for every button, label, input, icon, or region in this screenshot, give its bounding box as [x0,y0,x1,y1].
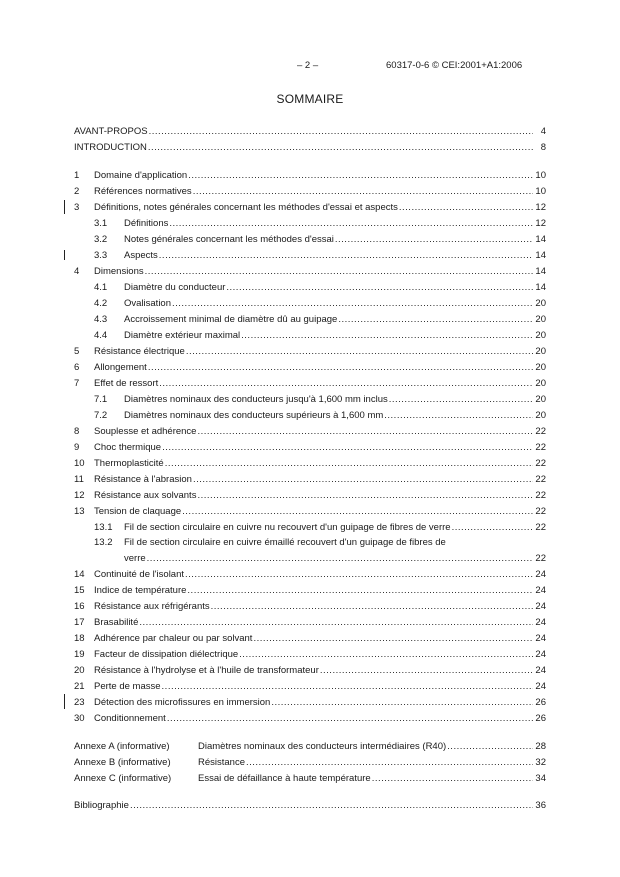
toc-entry-page: 22 [535,442,546,453]
toc-entry-page: 20 [535,314,546,325]
toc-entry-foreword[interactable] [74,122,546,138]
toc-entry-label: INTRODUCTION [74,142,147,153]
leader-dots [211,601,533,613]
leader-dots [149,126,533,138]
toc-entry-page: 36 [535,800,546,811]
toc-entry-label: Dimensions [94,266,144,277]
toc-annex-entry[interactable] [74,769,546,785]
toc-entry-label: Diamètres nominaux des conducteurs jusqu'à 1,600 mm inclus [124,394,388,405]
toc-entry-number: 2 [74,186,80,197]
toc-entry-label: Conditionnement [94,713,166,724]
toc-entry-label: Continuité de l'isolant [94,569,185,580]
toc-entry-page: 14 [535,282,546,293]
toc-entry-label-continued: verre [124,553,146,564]
toc-entry-label: Souplesse et adhérence [94,426,197,437]
toc-sections [74,166,546,725]
toc-entry-number: 3.1 [94,218,108,229]
leader-dots [172,298,533,310]
toc-entry-number: 4.4 [94,330,108,341]
toc-entry-number: 30 [74,713,85,724]
toc-entry[interactable] [74,438,546,454]
toc-entry-number: 8 [74,426,80,437]
toc-entry-label: Aspects [124,250,158,261]
change-bar [64,694,65,709]
toc-subentry[interactable] [74,390,546,406]
toc-entry-page: 14 [535,234,546,245]
leader-dots [338,314,533,326]
toc-entry-label: Indice de température [94,585,187,596]
toc-subentry[interactable] [74,246,546,262]
leader-dots [193,474,533,486]
toc-entry-page: 22 [535,506,546,517]
toc-entry-page: 22 [535,522,546,533]
toc-entry[interactable] [74,182,546,198]
toc-entry-number: 18 [74,633,85,644]
leader-dots [182,506,533,518]
toc-entry-number: 12 [74,490,85,501]
toc-entry-page: 10 [535,170,546,181]
toc-annexes [74,737,546,785]
leader-dots [399,202,533,214]
leader-dots [384,410,533,422]
leader-dots [452,522,533,534]
toc-title: SOMMAIRE [276,92,344,106]
toc-entry-page: 20 [535,410,546,421]
toc-entry-number: 4 [74,266,80,277]
toc-subentry[interactable] [74,518,546,534]
toc-entry-page: 20 [535,330,546,341]
page-header [0,60,620,74]
toc-entry-page: 24 [535,617,546,628]
standard-reference: 60317-0-6 © CEI:2001+A1:2006 [386,60,523,71]
toc-entry-page: 12 [535,202,546,213]
toc-entry-number: 21 [74,681,85,692]
leader-dots [186,346,533,358]
toc-entry-label: Tension de claquage [94,506,182,517]
toc-entry-page: 24 [535,681,546,692]
annex-designation: Annexe A (informative) [74,741,170,752]
toc-entry-label: Résistance [198,757,245,768]
toc-entry-label: Diamètre du conducteur [124,282,226,293]
toc-entry-number: 9 [74,442,80,453]
toc-entry-label: Choc thermique [94,442,162,453]
toc-entry[interactable] [74,661,546,677]
toc-entry-page: 24 [535,649,546,660]
toc-subentry[interactable] [74,406,546,422]
toc-entry-page: 20 [535,362,546,373]
leader-dots [239,649,533,661]
toc-entry-label: Diamètre extérieur maximal [124,330,241,341]
leader-dots [185,569,533,581]
toc-entry[interactable] [74,342,546,358]
toc-entry-number: 15 [74,585,85,596]
toc-entry[interactable] [74,470,546,486]
toc-entry-page: 20 [535,394,546,405]
toc-entry-label: Fil de section circulaire en cuivre émaillé recouvert d'un guipage de fibres de [124,537,446,548]
toc-entry-number: 10 [74,458,85,469]
toc-entry-page: 22 [535,553,546,564]
toc-entry-number: 3.3 [94,250,108,261]
page-number: – 2 – [297,60,319,71]
toc-entry-label: Thermoplasticité [94,458,164,469]
toc-entry-number: 4.3 [94,314,108,325]
toc-entry-label: Résistance électrique [94,346,185,357]
toc-entry-number: 20 [74,665,85,676]
leader-dots [187,585,533,597]
toc-entry[interactable] [74,597,546,613]
leader-dots [162,681,533,693]
toc-entry[interactable] [74,198,546,214]
leader-dots [147,553,533,565]
leader-dots [159,378,533,390]
toc-entry-label: Résistance aux solvants [94,490,197,501]
toc-annex-entry[interactable] [74,753,546,769]
toc-entry-label: Fil de section circulaire en cuivre nu recouvert d'un guipage de fibres de verre [124,522,451,533]
leader-dots [169,218,533,230]
leader-dots [139,617,533,629]
toc-entry-label: Essai de défaillance à haute température [198,773,371,784]
annex-designation: Annexe B (informative) [74,757,171,768]
leader-dots [271,697,533,709]
toc-entry-label: Effet de ressort [94,378,159,389]
toc-entry-page: 24 [535,633,546,644]
toc-subentry[interactable] [74,326,546,342]
leader-dots [197,426,533,438]
toc-entry-label: Résistance à l'hydrolyse et à l'huile de transformateur [94,665,319,676]
toc-entry-label: Résistance à l'abrasion [94,474,192,485]
leader-dots [162,442,533,454]
toc-subentry[interactable] [74,230,546,246]
toc-entry[interactable] [74,454,546,470]
toc-entry-page: 4 [540,126,546,137]
change-bar [64,250,65,260]
leader-dots [165,458,533,470]
toc-entry-label: Résistance aux réfrigérants [94,601,210,612]
leader-dots [372,773,533,785]
leader-dots [335,234,533,246]
toc-entry-label: Ovalisation [124,298,171,309]
toc-entry-number: 13.1 [94,522,113,533]
toc-front-matter [74,122,546,154]
toc-entry-label: Adhérence par chaleur ou par solvant [94,633,253,644]
toc-entry-page: 8 [540,142,546,153]
toc-entry-bibliography[interactable] [74,796,546,812]
toc-entry-page: 26 [535,697,546,708]
leader-dots [447,741,533,753]
toc-entry-page: 32 [535,757,546,768]
toc-entry-number: 16 [74,601,85,612]
leader-dots [145,266,533,278]
toc-subentry[interactable] [74,278,546,294]
toc-entry[interactable] [74,693,546,709]
toc-subentry[interactable] [74,310,546,326]
leader-dots [320,665,533,677]
toc-entry-page: 22 [535,490,546,501]
toc-entry[interactable] [74,486,546,502]
toc-entry-number: 6 [74,362,80,373]
toc-entry-number: 4.2 [94,298,108,309]
toc-entry[interactable] [74,677,546,693]
toc-annex-entry[interactable] [74,737,546,753]
toc-entry-page: 22 [535,474,546,485]
toc-entry-page: 20 [535,298,546,309]
toc-entry-number: 7.2 [94,410,108,421]
toc-entry-number: 7 [74,378,80,389]
toc-entry[interactable] [74,613,546,629]
toc-entry[interactable] [74,709,546,725]
leader-dots [241,330,533,342]
leader-dots [197,490,533,502]
toc-entry-label: Domaine d'application [94,170,188,181]
toc-entry-label: AVANT-PROPOS [74,126,148,137]
toc-entry-page: 24 [535,601,546,612]
toc-subentry[interactable] [74,214,546,230]
toc-entry-number: 13 [74,506,85,517]
toc-entry-label: Définitions, notes générales concernant les méthodes d'essai et aspects [94,202,398,213]
toc-entry-page: 22 [535,458,546,469]
toc-entry-label: Perte de masse [94,681,161,692]
toc-entry-number: 5 [74,346,80,357]
toc-entry-number: 3 [74,202,80,213]
toc-entry-number: 17 [74,617,85,628]
toc-entry-label: Allongement [94,362,147,373]
toc-entry-page: 24 [535,665,546,676]
toc-entry-number: 1 [74,170,80,181]
toc-entry-number: 4.1 [94,282,108,293]
toc-entry-number: 14 [74,569,85,580]
toc-entry-page: 10 [535,186,546,197]
toc-entry-page: 28 [535,741,546,752]
toc-entry[interactable] [74,502,546,518]
annex-designation: Annexe C (informative) [74,773,172,784]
leader-dots [389,394,533,406]
toc-entry-number: 23 [74,697,85,708]
toc-bibliography [74,796,546,812]
toc-entry-label: Brasabilité [94,617,139,628]
leader-dots [130,800,533,812]
toc-entry[interactable] [74,581,546,597]
toc-entry-label: Détection des microfissures en immersion [94,697,271,708]
toc-entry-page: 34 [535,773,546,784]
toc-entry[interactable] [74,422,546,438]
toc-entry-label: Diamètres nominaux des conducteurs intermédiaires (R40) [198,741,447,752]
change-bar [64,200,65,214]
toc-entry-page: 20 [535,378,546,389]
toc-subentry[interactable] [74,294,546,310]
leader-dots [148,142,533,154]
toc-entry-label: Bibliographie [74,800,129,811]
leader-dots [253,633,533,645]
leader-dots [159,250,533,262]
leader-dots [167,713,533,725]
toc-entry-label: Diamètres nominaux des conducteurs supérieurs à 1,600 mm [124,410,384,421]
toc-entry-page: 22 [535,426,546,437]
toc-entry-page: 24 [535,569,546,580]
toc-entry-page: 24 [535,585,546,596]
leader-dots [246,757,533,769]
toc-entry-page: 14 [535,250,546,261]
toc-entry[interactable] [74,262,546,278]
toc-entry-page: 26 [535,713,546,724]
toc-entry-number: 19 [74,649,85,660]
toc-entry[interactable] [74,565,546,581]
leader-dots [148,362,533,374]
toc-entry-number: 13.2 [94,537,113,548]
toc-entry-label: Références normatives [94,186,192,197]
toc-entry-number: 7.1 [94,394,108,405]
toc-subentry[interactable] [74,534,546,565]
toc-entry[interactable] [74,166,546,182]
toc-entry-label: Définitions [124,218,169,229]
toc-entry-page: 14 [535,266,546,277]
toc-entry-page: 20 [535,346,546,357]
leader-dots [188,170,533,182]
toc-entry[interactable] [74,374,546,390]
leader-dots [226,282,533,294]
toc-entry[interactable] [74,645,546,661]
toc-entry-number: 3.2 [94,234,108,245]
toc-entry-label: Facteur de dissipation diélectrique [94,649,239,660]
toc-entry-introduction[interactable] [74,138,546,154]
leader-dots [193,186,533,198]
toc-entry-number: 11 [74,474,84,485]
toc-entry[interactable] [74,629,546,645]
toc-entry-label: Notes générales concernant les méthodes d'essai [124,234,334,245]
toc-entry-page: 12 [535,218,546,229]
toc-entry[interactable] [74,358,546,374]
toc-entry-label: Accroissement minimal de diamètre dû au guipage [124,314,338,325]
